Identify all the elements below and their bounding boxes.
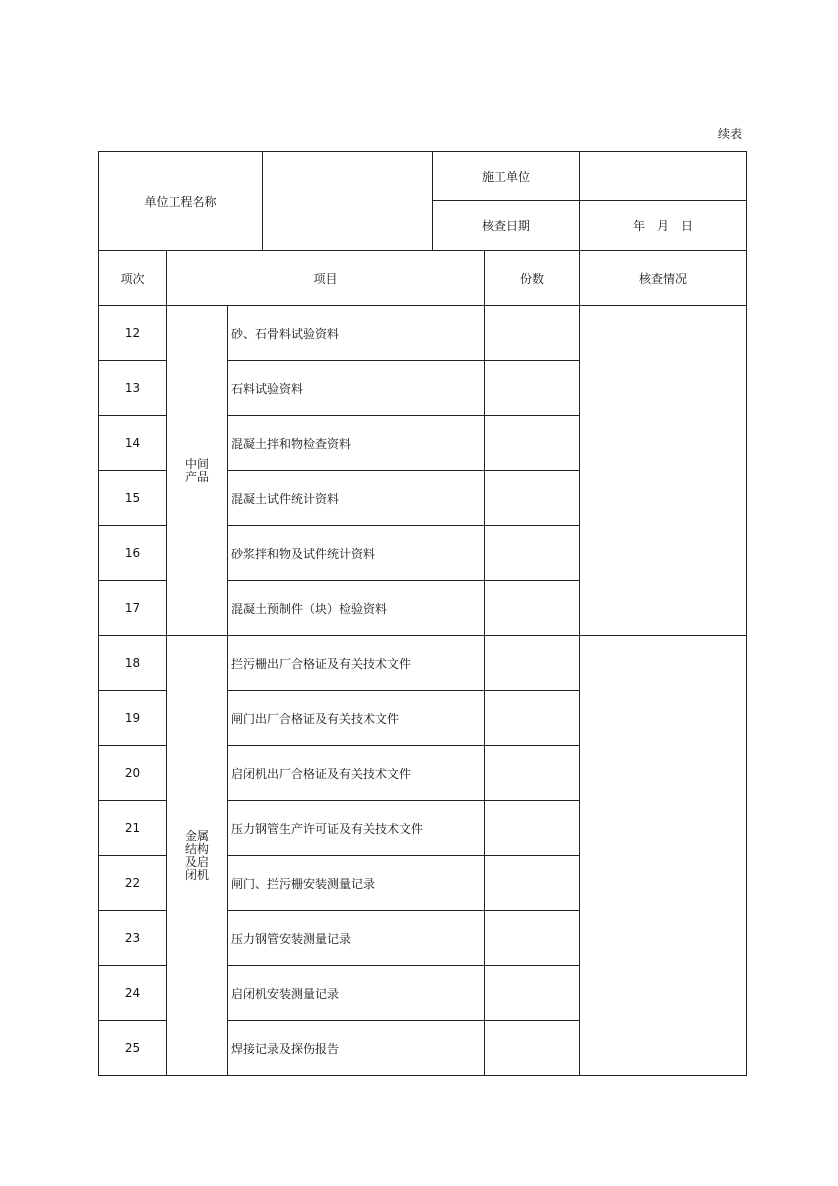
row-copies-field-16[interactable] [484,525,580,581]
row-copies-field-19[interactable] [484,690,580,746]
row-index-17: 17 [98,580,167,636]
row-copies-field-22[interactable] [484,855,580,911]
row-index-23: 23 [98,910,167,966]
group-category-cell [166,305,228,636]
row-index-16: 16 [98,525,167,581]
row-copies-field-17[interactable] [484,580,580,636]
group-check-status-field[interactable] [579,305,747,636]
construction-unit-label: 施工单位 [432,151,580,201]
column-header-copies: 份数 [484,250,580,306]
row-copies-field-24[interactable] [484,965,580,1021]
row-item-12: 砂、石骨料试验资料 [227,305,485,361]
row-index-25: 25 [98,1020,167,1076]
row-copies-field-20[interactable] [484,745,580,801]
row-index-13: 13 [98,360,167,416]
row-copies-field-12[interactable] [484,305,580,361]
row-item-16: 砂浆拌和物及试件统计资料 [227,525,485,581]
group-check-status-field[interactable] [579,635,747,1076]
row-item-18: 拦污栅出厂合格证及有关技术文件 [227,635,485,691]
row-item-19: 闸门出厂合格证及有关技术文件 [227,690,485,746]
row-copies-field-18[interactable] [484,635,580,691]
check-date-label: 核查日期 [432,200,580,251]
row-item-13: 石料试验资料 [227,360,485,416]
row-item-23: 压力钢管安装测量记录 [227,910,485,966]
row-item-24: 启闭机安装测量记录 [227,965,485,1021]
row-item-14: 混凝土拌和物检查资料 [227,415,485,471]
unit-project-name-field[interactable] [262,151,433,251]
row-copies-field-21[interactable] [484,800,580,856]
row-item-17: 混凝土预制件（块）检验资料 [227,580,485,636]
row-item-15: 混凝土试件统计资料 [227,470,485,526]
row-index-20: 20 [98,745,167,801]
row-item-21: 压力钢管生产许可证及有关技术文件 [227,800,485,856]
group-category-label: 金属结构及启闭机 [184,828,209,882]
row-index-12: 12 [98,305,167,361]
row-item-25: 焊接记录及探伤报告 [227,1020,485,1076]
row-index-24: 24 [98,965,167,1021]
group-category-cell [166,635,228,1076]
row-copies-field-15[interactable] [484,470,580,526]
row-copies-field-13[interactable] [484,360,580,416]
continued-label: 续表 [718,127,743,141]
row-index-19: 19 [98,690,167,746]
unit-project-name-label: 单位工程名称 [98,151,263,251]
row-copies-field-23[interactable] [484,910,580,966]
column-header-item: 项目 [166,250,485,306]
row-item-22: 闸门、拦污栅安装测量记录 [227,855,485,911]
check-date-field[interactable]: 年 月 日 [579,200,747,251]
row-index-15: 15 [98,470,167,526]
row-index-14: 14 [98,415,167,471]
group-category-label: 中间产品 [184,456,209,484]
construction-unit-field[interactable] [579,151,747,201]
row-index-22: 22 [98,855,167,911]
row-index-21: 21 [98,800,167,856]
column-header-check-status: 核查情况 [579,250,747,306]
row-copies-field-14[interactable] [484,415,580,471]
column-header-index: 项次 [98,250,167,306]
row-copies-field-25[interactable] [484,1020,580,1076]
row-item-20: 启闭机出厂合格证及有关技术文件 [227,745,485,801]
row-index-18: 18 [98,635,167,691]
